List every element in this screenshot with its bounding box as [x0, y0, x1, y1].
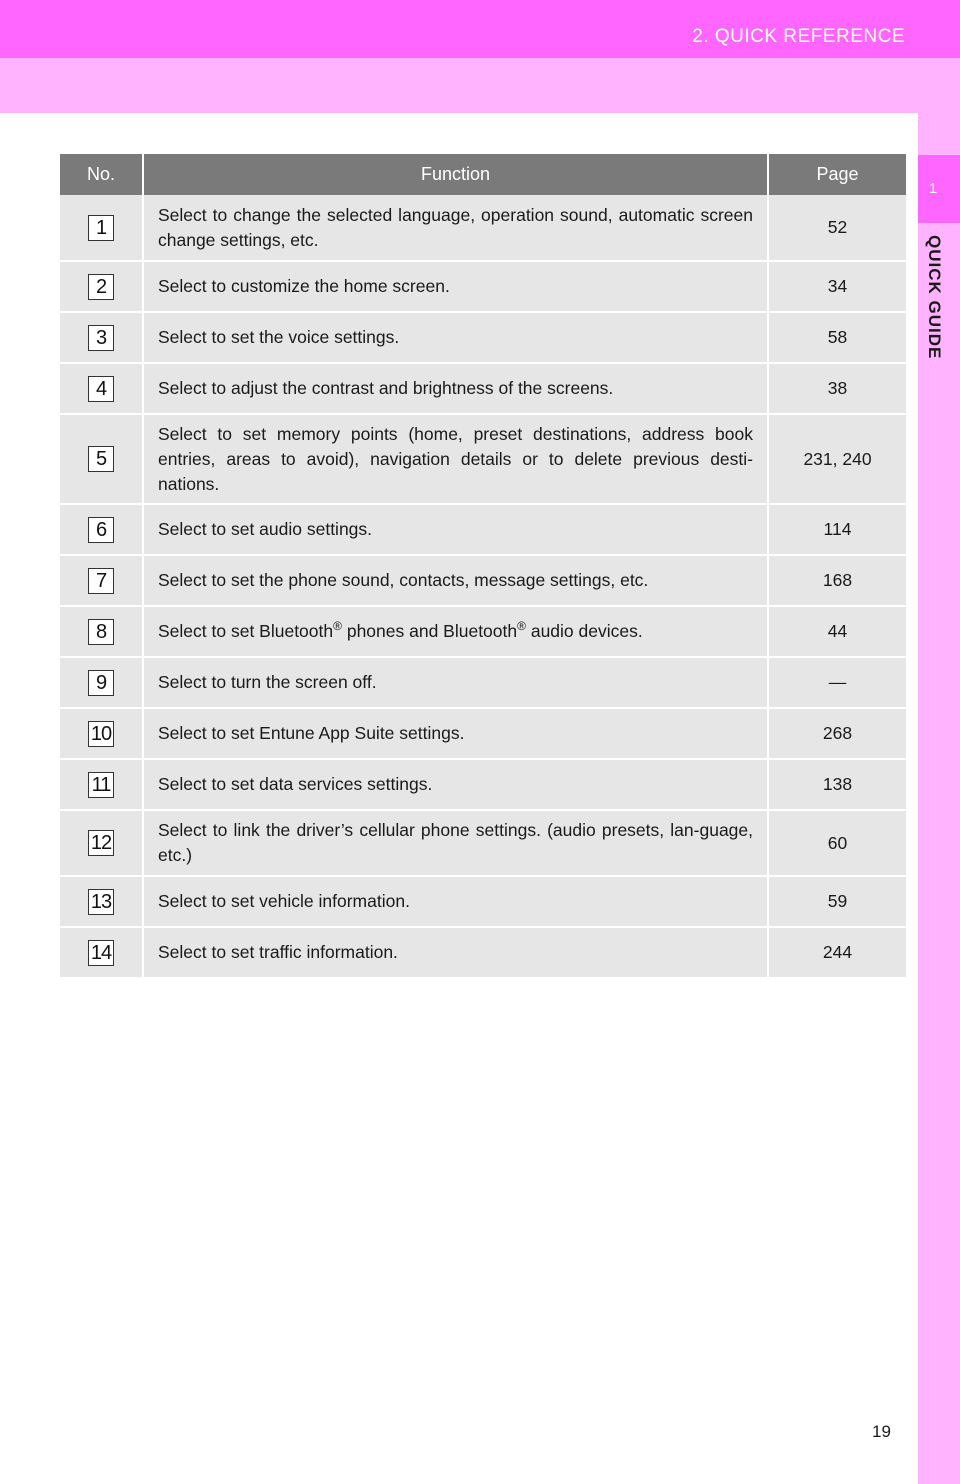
row-number-badge: 2 [88, 274, 114, 300]
table-row [60, 606, 906, 657]
function-description: Select to set Bluetooth® phones and Bluetooth® audio devices. [143, 606, 768, 657]
function-description: Select to customize the home screen. [143, 261, 768, 312]
chapter-number: 1 [928, 180, 938, 197]
row-number-badge: 12 [88, 830, 114, 856]
column-header-no: No. [60, 154, 143, 195]
row-number-badge: 3 [88, 325, 114, 351]
table-row [60, 261, 906, 312]
function-description: Select to set data services settings. [143, 759, 768, 810]
section-title: 2. QUICK REFERENCE [692, 26, 905, 47]
row-number-badge: 4 [88, 376, 114, 402]
table-row [60, 657, 906, 708]
header-band [0, 0, 960, 58]
page-number: 19 [872, 1422, 891, 1441]
row-number-badge: 5 [88, 446, 114, 472]
function-description: Select to link the driver’s cellular phone settings. (audio presets, lan-guage, etc.) [143, 810, 768, 876]
function-description: Select to set the phone sound, contacts, message settings, etc. [143, 555, 768, 606]
row-number-badge: 13 [88, 889, 114, 915]
function-description: Select to turn the screen off. [143, 657, 768, 708]
function-description: Select to set Entune App Suite settings. [143, 708, 768, 759]
page-reference: 268 [768, 708, 906, 759]
page-reference: 244 [768, 927, 906, 978]
function-description: Select to set audio settings. [143, 504, 768, 555]
table-row [60, 312, 906, 363]
page-reference: 168 [768, 555, 906, 606]
page-reference: 59 [768, 876, 906, 927]
page-reference: 52 [768, 195, 906, 261]
page-reference: 60 [768, 810, 906, 876]
page-reference: 34 [768, 261, 906, 312]
row-number-badge: 14 [88, 940, 114, 966]
table-row [60, 504, 906, 555]
function-description: Select to change the selected language, operation sound, automatic screen change settings, etc. [143, 195, 768, 261]
column-header-function: Function [143, 154, 768, 195]
table-row [60, 708, 906, 759]
function-description: Select to set the voice settings. [143, 312, 768, 363]
page-reference: 44 [768, 606, 906, 657]
table-row [60, 363, 906, 414]
chapter-tab [918, 155, 960, 223]
registered-mark: ® [517, 619, 526, 634]
page-reference: 58 [768, 312, 906, 363]
quick-reference-table [60, 154, 906, 979]
table-row [60, 927, 906, 978]
function-description: Select to set traffic information. [143, 927, 768, 978]
table-row [60, 414, 906, 504]
table-row [60, 810, 906, 876]
registered-mark: ® [333, 619, 342, 634]
row-number-badge: 1 [88, 215, 114, 241]
table-row [60, 876, 906, 927]
table-header-row [60, 154, 906, 195]
row-number-badge: 8 [88, 619, 114, 645]
table-row [60, 555, 906, 606]
row-number-badge: 7 [88, 568, 114, 594]
column-header-page: Page [768, 154, 906, 195]
page-reference: 231, 240 [768, 414, 906, 504]
row-number-badge: 11 [88, 772, 114, 798]
chapter-label: QUICK GUIDE [925, 235, 944, 360]
page-reference: 38 [768, 363, 906, 414]
row-number-badge: 9 [88, 670, 114, 696]
page-reference: 138 [768, 759, 906, 810]
row-number-badge: 10 [88, 721, 114, 747]
function-description: Select to set memory points (home, preset destinations, address book entries, areas to avoid), navigation details or to delete previous desti-nations. [143, 414, 768, 504]
header-subband [0, 58, 960, 113]
row-number-badge: 6 [88, 517, 114, 543]
function-description: Select to set vehicle information. [143, 876, 768, 927]
page-reference: 114 [768, 504, 906, 555]
page-reference: — [768, 657, 906, 708]
function-description: Select to adjust the contrast and brightness of the screens. [143, 363, 768, 414]
table-row [60, 759, 906, 810]
table-row [60, 195, 906, 261]
